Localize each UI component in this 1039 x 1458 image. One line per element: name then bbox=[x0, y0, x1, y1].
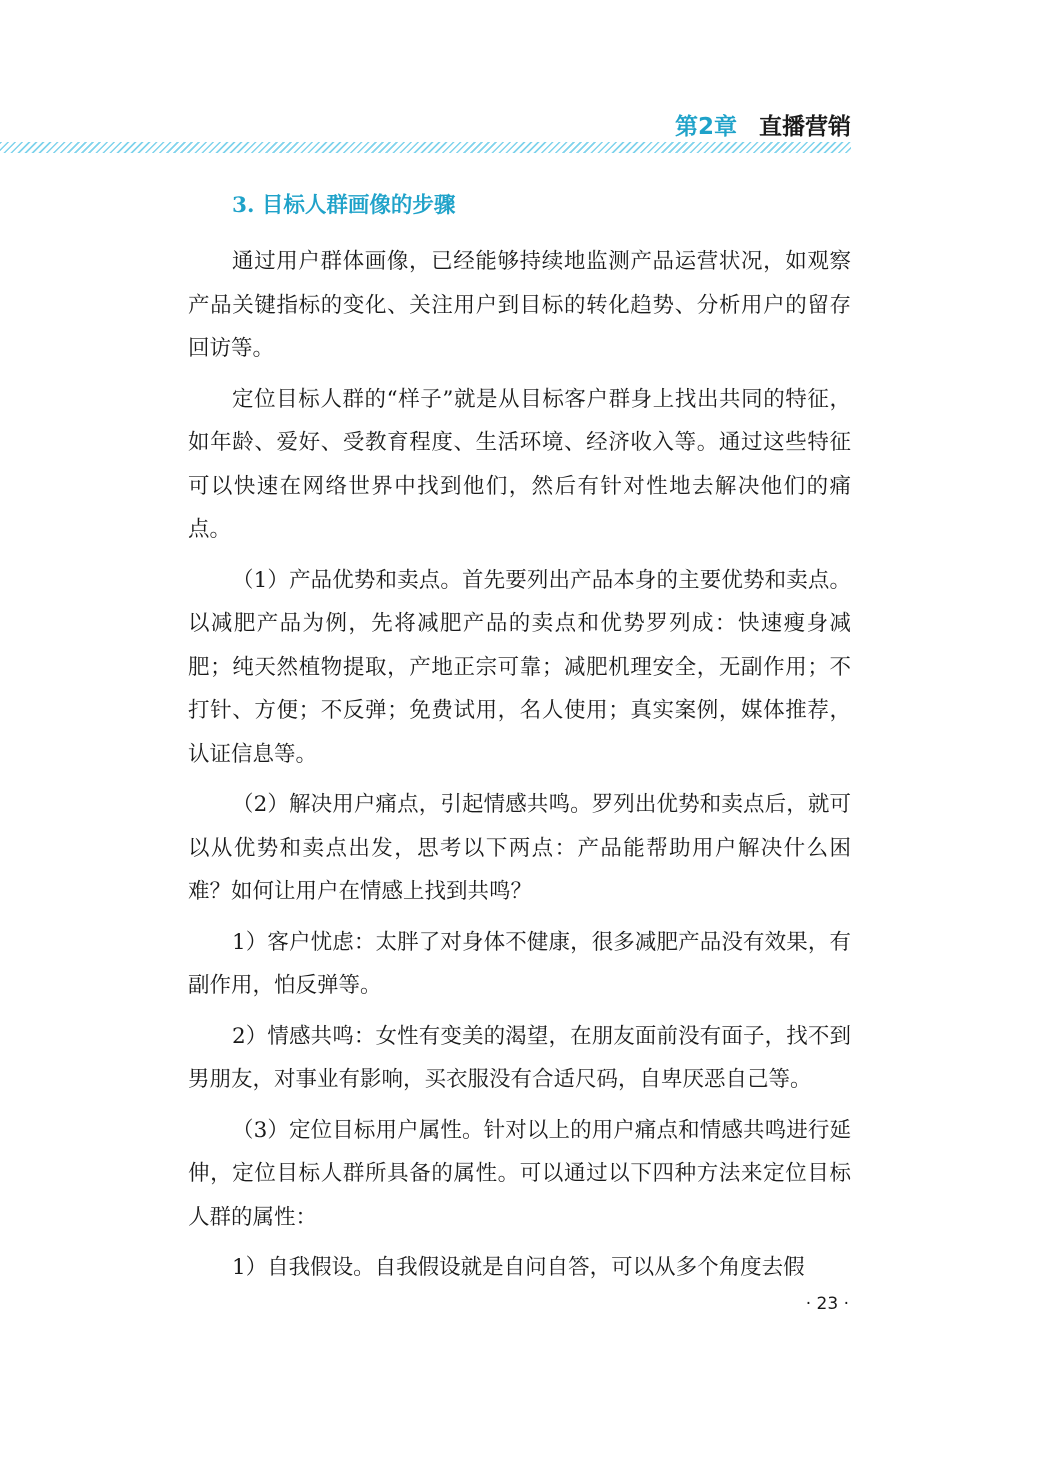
paragraph: （1）产品优势和卖点。首先要列出产品本身的主要优势和卖点。以减肥产品为例，先将减肥产品的卖点和优势罗列成：快速瘦身减肥；纯天然植物提取，产地正宗可靠；减肥机理安全，无副作用；不打针、方便；不反弹；免费试用，名人使用；真实案例，媒体推荐，认证信息等。 bbox=[188, 567, 851, 767]
chapter-number: 第2章 bbox=[674, 114, 737, 140]
header-hatched-rule bbox=[0, 142, 851, 153]
paragraph: 通过用户群体画像，已经能够持续地监测产品运营状况，如观察产品关键指标的变化、关注用户到目标的转化趋势、分析用户的留存回访等。 bbox=[188, 249, 851, 361]
paragraph: （3）定位目标用户属性。针对以上的用户痛点和情感共鸣进行延伸，定位目标人群所具备的属性。可以通过以下四种方法来定位目标人群的属性： bbox=[188, 1117, 851, 1230]
paragraph: 2）情感共鸣：女性有变美的渴望，在朋友面前没有面子，找不到男朋友，对事业有影响，买衣服没有合适尺码，自卑厌恶自己等。 bbox=[188, 1023, 851, 1092]
running-head bbox=[675, 108, 851, 141]
paragraph: 定位目标人群的“样子”就是从目标客户群身上找出共同的特征，如年龄、爱好、受教育程度、生活环境、经济收入等。通过这些特征可以快速在网络世界中找到他们，然后有针对性地去解决他们的痛点。 bbox=[188, 386, 851, 542]
paragraph: 1）自我假设。自我假设就是自问自答，可以从多个角度去假 bbox=[232, 1255, 805, 1280]
paragraph: 1）客户忧虑：太胖了对身体不健康，很多减肥产品没有效果，有副作用，怕反弹等。 bbox=[188, 929, 851, 998]
chapter-title: 直播营销 bbox=[759, 114, 851, 140]
paragraph: （2）解决用户痛点，引起情感共鸣。罗列出优势和卖点后，就可以从优势和卖点出发，思考以下两点：产品能帮助用户解决什么困难？如何让用户在情感上找到共鸣？ bbox=[188, 792, 851, 904]
page-number: · 23 · bbox=[805, 1294, 849, 1314]
section-heading: 3. 目标人群画像的步骤 bbox=[232, 193, 456, 218]
body-text bbox=[188, 188, 851, 1297]
